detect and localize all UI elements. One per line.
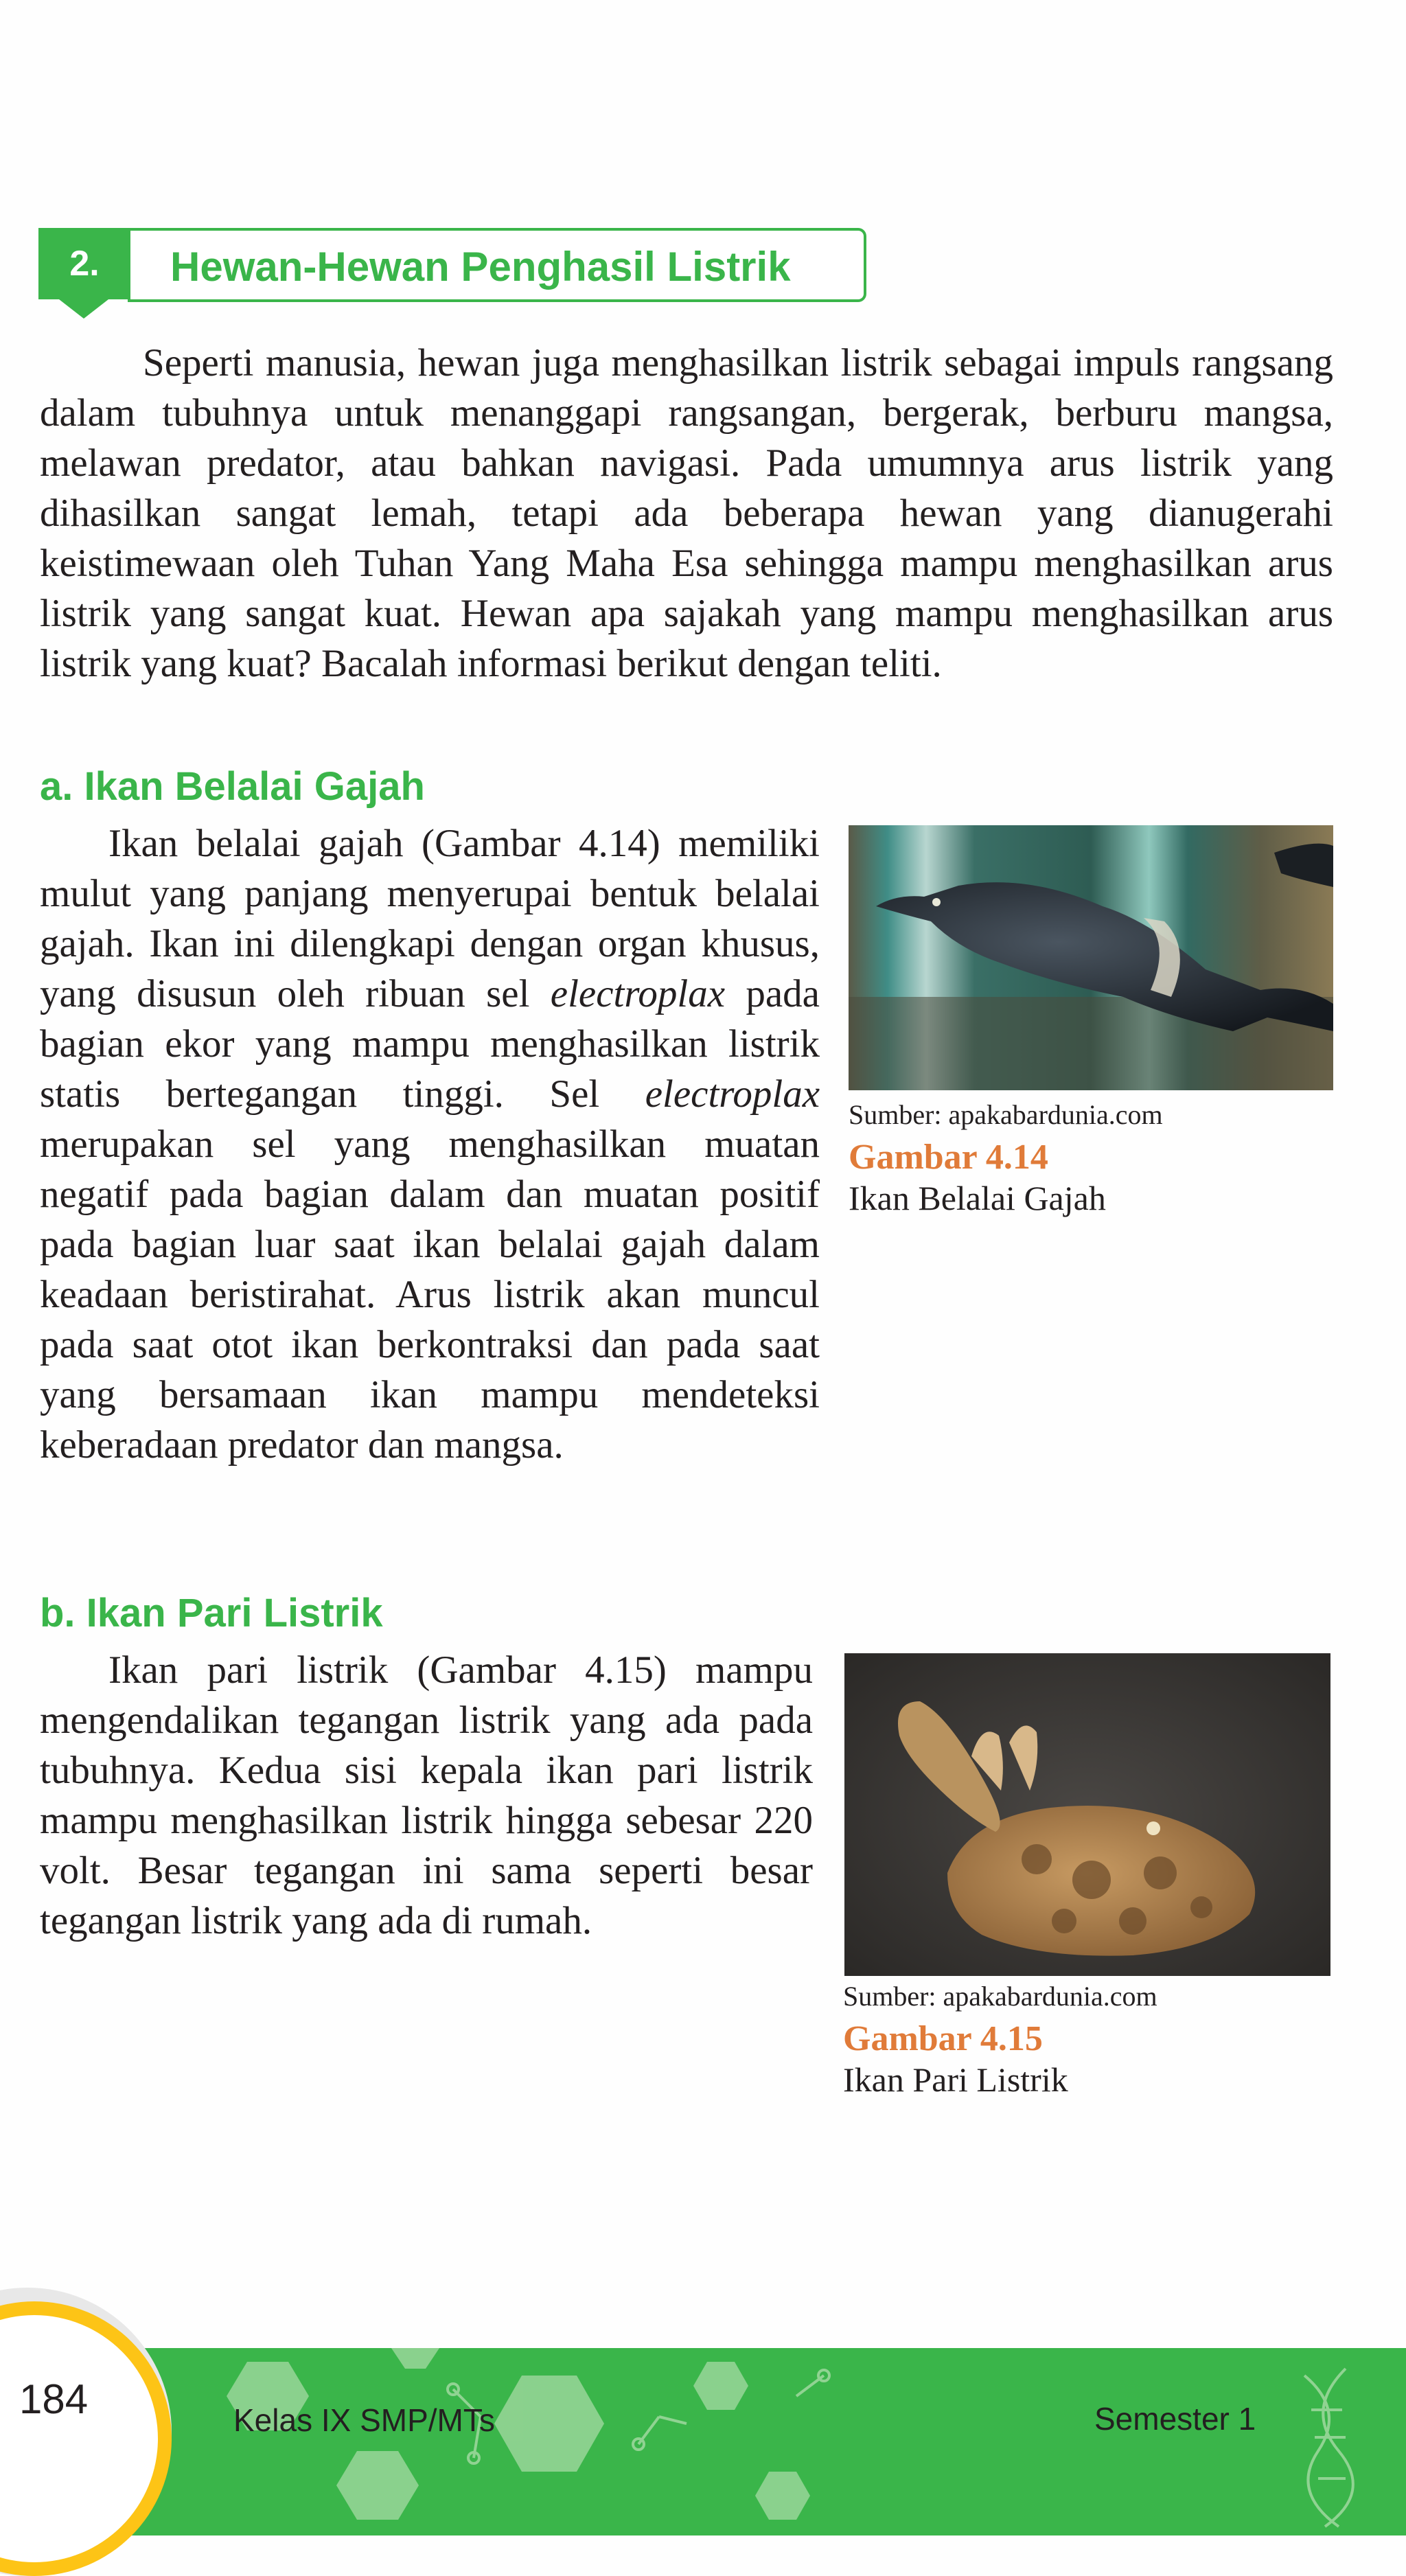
para-a-part-3: merupakan sel yang menghasilkan muatan negatif pada bagian dalam dan muatan positif pada bagian luar saat ikan belalai gajah dalam keadaan beristirahat. Arus listrik akan muncul pada saat otot ikan berkontraksi dan pada saat yang bersamaan ikan mampu mendeteksi keberadaan predator dan mangsa. [40,1123,820,1467]
footer-hexagon-pattern [0,2348,1406,2535]
intro-paragraph: Seperti manusia, hewan juga menghasilkan listrik sebagai impuls rangsang dalam tubuhnya untuk menanggapi rangsangan, bergerak, berburu mangsa, melawan predator, atau bahkan navigasi. Pada umumnya arus listrik yang dihasilkan sangat lemah, tetapi ada beberapa hewan yang dianugerahi keistimewaan oleh Tuhan Yang Maha Esa sehingga mampu menghasilkan arus listrik yang sangat kuat. Hewan apa sajakah yang mampu menghasilkan arus listrik yang kuat? Bacalah informasi berikut dengan teliti. [40,341,1333,685]
figure-electric-ray-image [844,1653,1330,1976]
section-header [38,228,869,302]
figure-4-15-title: Ikan Pari Listrik [843,2060,1068,2099]
figure-4-15-source: Sumber: apakabardunia.com [843,1981,1157,2012]
subsection-a-heading: a. Ikan Belalai Gajah [40,764,425,809]
figure-4-14-source: Sumber: apakabardunia.com [849,1099,1163,1130]
para-a-part-1: Ikan belalai gajah (Gambar 4.14) memiliki mulut yang panjang menyerupai bentuk belalai gajah. Ikan ini dilengkapi dengan organ khusus, yang disusun oleh ribuan sel [40,822,820,1015]
page-footer [0,2348,1406,2535]
subsection-b-paragraph: Ikan pari listrik (Gambar 4.15) mampu mengendalikan tegangan listrik yang ada pada tubuhnya. Kedua sisi kepala ikan pari listrik mampu menghasilkan listrik hingga sebesar 220 volt. Besar tegangan ini sama seperti besar tegangan listrik yang ada di rumah. [40,1648,813,1942]
section-title: Hewan-Hewan Penghasil Listrik [170,244,791,290]
footer-book-title: Kelas IX SMP/MTs [233,2402,495,2438]
figure-elephantnose-fish-image [849,825,1333,1090]
subsection-b-heading: b. Ikan Pari Listrik [40,1591,383,1635]
page-number: 184 [19,2376,89,2422]
footer-semester: Semester 1 [1094,2401,1256,2437]
para-a-term-1: electroplax [550,972,726,1015]
figure-4-14-number: Gambar 4.14 [849,1138,1048,1177]
para-a-part-2: pada bagian ekor yang mampu menghasilkan listrik statis bertegangan tinggi. Sel [40,972,820,1116]
subsection-a-paragraph [40,818,820,1470]
section-number: 2. [69,244,100,284]
figure-4-14-title: Ikan Belalai Gajah [849,1179,1106,1217]
figure-4-15-number: Gambar 4.15 [843,2019,1043,2058]
para-a-term-2: electroplax [645,1072,820,1116]
